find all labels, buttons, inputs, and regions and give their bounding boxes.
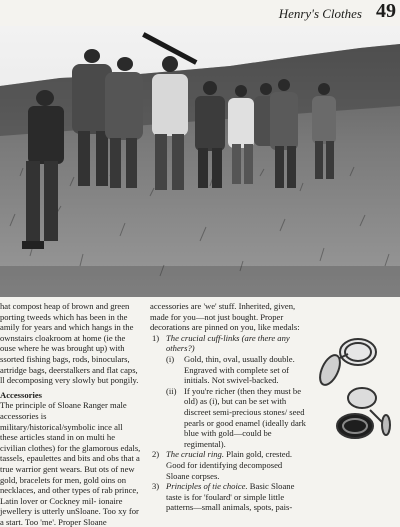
left-paragraph-2-text: he principle of Sloane Ranger male accessories is military/historical/symbolic ince all these articles stand in on multi he civilian clothes) for the glamorous edals, tassels, epaulettes and bits and obs that a true warrior gent wears. But ots of new gold, bracelets for men, gold oins on necklaces, and other types of rab prince, Latin lover or Cockney mil- ionaire jewellery is utterly unSloane. Too xy for a start. Too 'me'. Proper Sloane (0, 400, 141, 527)
list-item-3-text: Basic Sloane taste is for 'foulard' or simple little patterns—small animals, spots, pais- (166, 481, 295, 513)
page-header (0, 0, 400, 26)
photo-illustration-icon (0, 26, 400, 297)
list-item-3-number: 3) (152, 481, 160, 492)
left-paragraph-1: hat compost heap of brown and green porting tweeds which has been in the amily for years and which hangs in the ownstairs cloakroom at home (ie the ouse where he was brought up) with ssorted fishing bags, rods, binoculars, artridge bags, deerstalkers and flat caps, ll decomposing very slowly but pongily. (0, 301, 139, 386)
list-item-2 (150, 449, 307, 481)
list-item-2-lead: The crucial ring. (166, 449, 225, 460)
sub-item-1-text: Gold, thin, oval, usually double. Engraved with complete set of initials. Not swivel-backed. (184, 353, 295, 386)
dropcap-letter: T (0, 400, 6, 411)
hunting-party-photo (0, 26, 400, 297)
left-paragraph-2 (0, 400, 142, 527)
sub-item-1 (150, 354, 307, 386)
running-head: Henry's Clothes (278, 6, 362, 21)
list-item-2-text: Plain gold, crested. Good for identifying decomposed Sloane corpses. (166, 449, 293, 481)
list-item-2-number: 2) (152, 449, 160, 460)
list-item-1-number: 1) (152, 332, 160, 343)
sub-item-2-number: (ii) (166, 385, 177, 396)
list-item-3-lead: Principles of tie choice. (166, 481, 248, 492)
left-column (0, 301, 142, 527)
sub-item-2 (150, 386, 307, 450)
list-item-3 (150, 481, 307, 513)
sub-item-2-text: If you're richer (then they must be old) as (i), but can be set with discreet semi-precious stones/ seed pearls or good enamel (ideally dark blue with gold—could be regimental). (184, 385, 306, 449)
middle-column (150, 301, 307, 513)
cufflinks-icon (310, 330, 400, 445)
accessories-heading: Accessories (0, 389, 42, 400)
sub-item-1-number: (i) (166, 353, 175, 364)
page-number: 49 (376, 0, 396, 22)
cufflinks-illustration (310, 330, 400, 445)
list-item-1-text: The crucial cuff-links (are there any others?) (166, 332, 290, 354)
list-item-1 (150, 333, 307, 354)
mid-intro: accessories are 'we' stuff. Inherited, given, made for you—not just bought. Proper decorations are pinned on you, like medals: (150, 301, 300, 333)
